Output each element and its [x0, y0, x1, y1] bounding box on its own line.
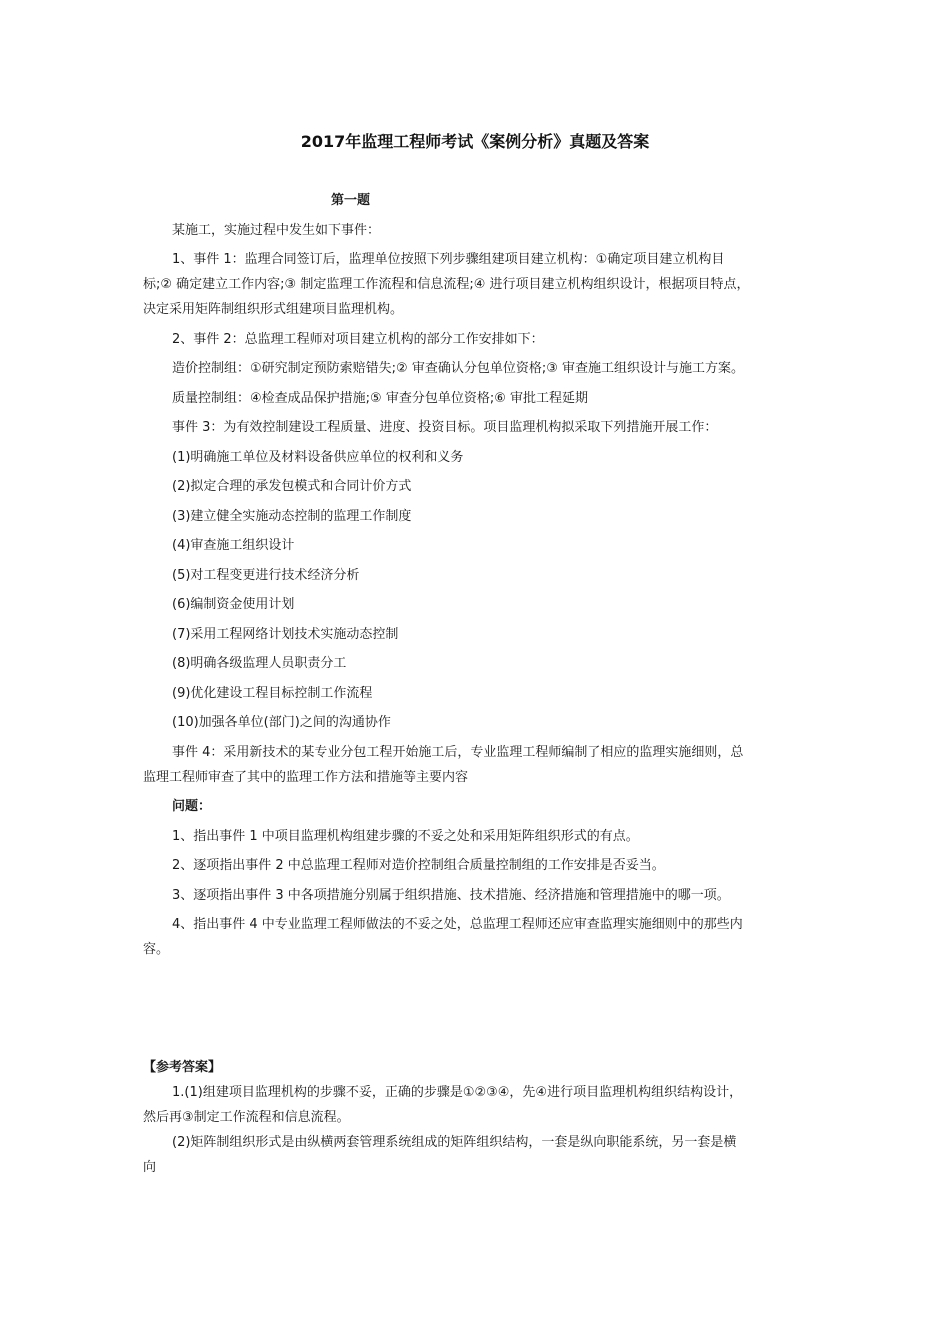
answer-line: 然后再③制定工作流程和信息流程。	[143, 1110, 350, 1125]
answer-line: (2)矩阵制组织形式是由纵横两套管理系统组成的矩阵组织结构，一套是纵向职能系统，另一套是横	[172, 1135, 737, 1150]
question-item: 容。	[143, 942, 170, 957]
event1-line: 决定采用矩阵制组织形式组建项目监理机构。	[143, 302, 404, 317]
measure-item: (1)明确施工单位及材料设备供应单位的权利和义务	[172, 450, 464, 465]
event3-intro: 事件 3：为有效控制建设工程质量、进度、投资目标。项目监理机构拟采取下列措施开展工作：	[172, 420, 718, 435]
question-item: 2、逐项指出事件 2 中总监理工程师对造价控制组合质量控制组的工作安排是否妥当。	[172, 858, 665, 873]
measure-item: (5)对工程变更进行技术经济分析	[172, 568, 360, 583]
measure-item: (7)采用工程网络计划技术实施动态控制	[172, 627, 399, 642]
measure-item: (9)优化建设工程目标控制工作流程	[172, 686, 373, 701]
section-heading: 第一题	[331, 193, 371, 208]
answer-line: 向	[143, 1160, 157, 1175]
measure-item: (2)拟定合理的承发包模式和合同计价方式	[172, 479, 412, 494]
document-title: 2017年监理工程师考试《案例分析》真题及答案	[300, 132, 650, 151]
event2-intro: 2、事件 2：总监理工程师对项目建立机构的部分工作安排如下：	[172, 332, 544, 347]
measure-item: (4)审查施工组织设计	[172, 538, 295, 553]
question-item: 3、逐项指出事件 3 中各项措施分别属于组织措施、技术措施、经济措施和管理措施中的哪一项。	[172, 888, 730, 903]
measure-item: (3)建立健全实施动态控制的监理工作制度	[172, 509, 412, 524]
event1-line: 标;② 确定建立工作内容;③ 制定监理工作流程和信息流程;④ 进行项目建立机构组织设计，根据项目特点，	[143, 277, 750, 292]
measure-item: (10)加强各单位(部门)之间的沟通协作	[172, 715, 391, 730]
answer-heading: 【参考答案】	[143, 1060, 222, 1075]
event2-quality-group: 质量控制组：④检查成品保护措施;⑤ 审查分包单位资格;⑥ 审批工程延期	[172, 391, 588, 406]
event4-line: 事件 4：采用新技术的某专业分包工程开始施工后，专业监理工程师编制了相应的监理实施细则，总	[172, 745, 744, 760]
question-item: 1、指出事件 1 中项目监理机构组建步骤的不妥之处和采用矩阵组织形式的有点。	[172, 829, 639, 844]
intro-text: 某施工，实施过程中发生如下事件：	[172, 223, 381, 238]
answer-line: 1.(1)组建项目监理机构的步骤不妥，正确的步骤是①②③④，先④进行项目监理机构组织结构设计，	[172, 1085, 743, 1100]
measure-item: (8)明确各级监理人员职责分工	[172, 656, 347, 671]
measure-item: (6)编制资金使用计划	[172, 597, 295, 612]
event1-line: 1、事件 1：监理合同签订后，监理单位按照下列步骤组建项目建立机构：①确定项目建立机构目	[172, 252, 725, 267]
questions-heading: 问题：	[172, 799, 212, 814]
question-item: 4、指出事件 4 中专业监理工程师做法的不妥之处，总监理工程师还应审查监理实施细则中的那些内	[172, 917, 743, 932]
event4-line: 监理工程师审查了其中的监理工作方法和措施等主要内容	[143, 770, 469, 785]
event2-cost-group: 造价控制组：①研究制定预防索赔错失;② 审查确认分包单位资格;③ 审查施工组织设计与施工方案。	[172, 361, 744, 376]
